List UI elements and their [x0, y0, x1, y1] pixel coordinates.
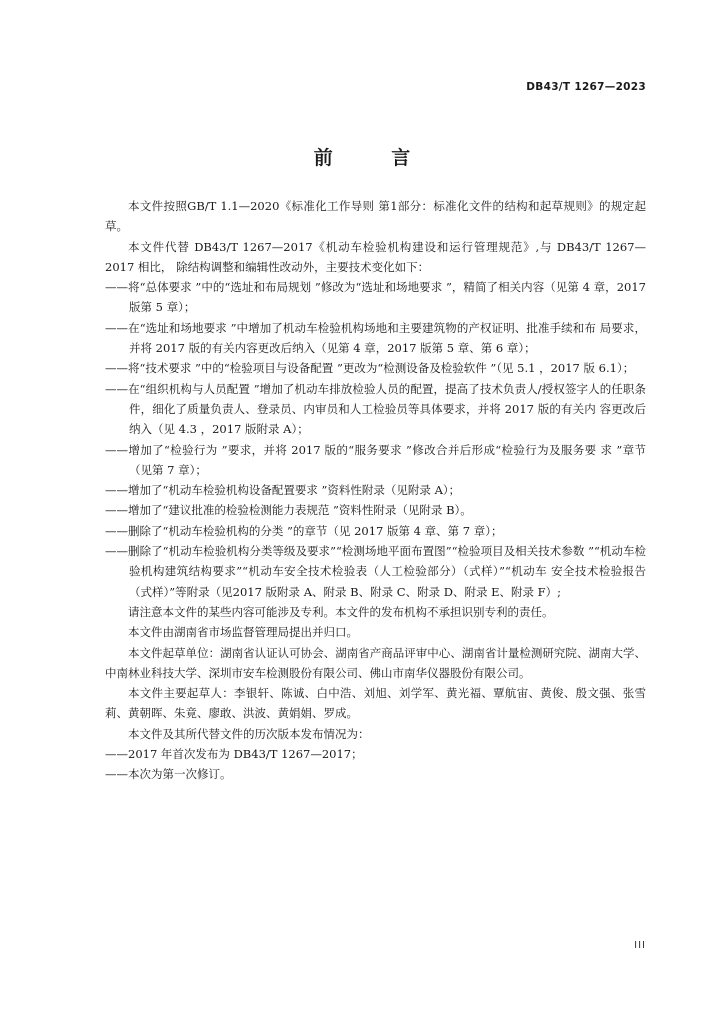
change-item: ——删除了“机动车检验机构的分类 ”的章节（见 2017 版第 4 章、第 7 章）；	[105, 523, 503, 538]
change-item: ——删除了“机动车检验机构分类等级及要求”“检测场地平面布置图”“检验项目及相关技术参数 ”“机动车检验机构建筑结构要求”“机动车安全技术检验表（人工检验部分）（式样）”“机动车 安全技术检验报告（式样）”等附录（见2017 版附录 A、附录 B、附录 C、附录 D、附录 E、附录 F）;	[105, 544, 646, 599]
note-drafters: 本文件主要起草人：李银轩、陈诚、白中浩、刘旭、刘学军、黄光福、覃航宙、黄俊、殷文强、张雪莉、黄朝晖、朱竟、廖敢、洪波、黄娟娟、罗成。	[105, 686, 646, 721]
change-item: ——增加了“机动车检验机构设备配置要求 ”资料性附录（见附录 A）；	[105, 483, 461, 498]
note-drafting-units: 本文件起草单位：湖南省认证认可协会、湖南省产商品评审中心、湖南省计量检测研究院、湖南大学、中南林业科技大学、深圳市安车检测股份有限公司、佛山市南华仪器股份有限公司。	[105, 645, 646, 680]
change-item: ——增加了“检验行为 ”要求，并将 2017 版的“服务要求 ”修改合并后形成“检验行为及服务要 求 ”章节（见第 7 章）；	[105, 442, 646, 477]
paragraph-drafting-basis: 本文件按照GB/T 1.1—2020《标准化工作导则 第1部分：标准化文件的结构和起草规则》的规定起草。	[105, 199, 646, 234]
note-proposer: 本文件由湖南省市场监督管理局提出并归口。	[128, 625, 358, 640]
page-number: III	[634, 940, 646, 951]
change-item: ——在“选址和场地要求 ”中增加了机动车检验机构场地和主要建筑物的产权证明、批准手续和布 局要求，并将 2017 版的有关内容更改后纳入（见第 4 章，2017 版第 5 章、第 6 章）；	[105, 320, 646, 356]
change-item: ——将“技术要求 ”中的“检验项目与设备配置 ”更改为“检测设备及检验软件 ”（见 5.1 ，2017 版 6.1）；	[105, 361, 635, 376]
note-patent: 请注意本文件的某些内容可能涉及专利。本文件的发布机构不承担识别专利的责任。	[128, 604, 554, 619]
history-item: ——本次为第一次修订。	[105, 767, 232, 782]
history-item: ——2017 年首次发布为 DB43/T 1267—2017；	[105, 747, 363, 762]
document-code: DB43/T 1267—2023	[526, 81, 646, 93]
note-history-intro: 本文件及其所代替文件的历次版本发布情况为：	[128, 726, 370, 741]
change-item: ——在“组织机构与人员配置 ”增加了机动车排放检验人员的配置，提高了技术负责人/授权签字人的任职条件，细化了质量负责人、登录员、内审员和人工检验员等具体要求，并将 2017 版的有关内 容更改后纳入（见 4.3 ，2017 版附录 A）；	[105, 381, 646, 437]
page-title: 前 言	[313, 147, 437, 169]
document-body	[105, 196, 646, 785]
paragraph-replacement: 本文件代替 DB43/T 1267—2017《机动车检验机构建设和运行管理规范》,与 DB43/T 1267—2017 相比， 除结构调整和编辑性改动外，主要技术变化如下：	[105, 239, 646, 274]
change-item: ——将“总体要求 ”中的“选址和布局规划 ”修改为“选址和场地要求 ”，精简了相关内容（见第 4 章，2017 版第 5 章）；	[105, 280, 646, 315]
change-item: ——增加了“建议批准的检验检测能力表规范 ”资料性附录（见附录 B）。	[105, 503, 472, 518]
